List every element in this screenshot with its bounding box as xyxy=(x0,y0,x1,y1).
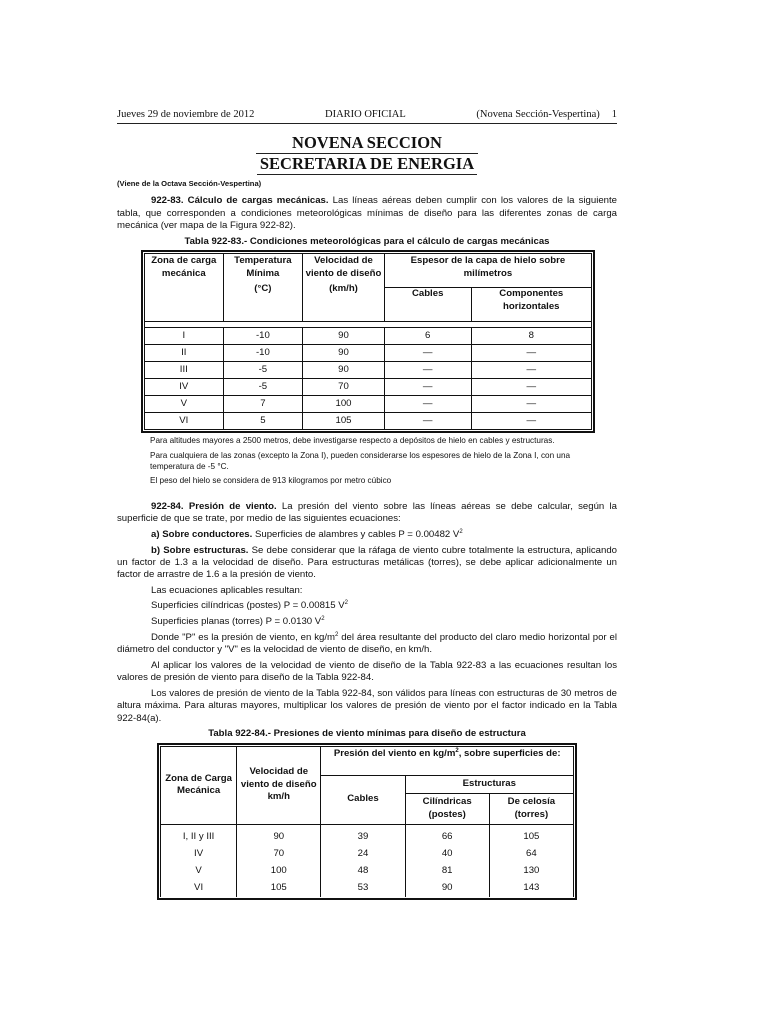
table-cell: 105 xyxy=(303,413,385,430)
col-header-temp: Temperatura Mínima (°C) xyxy=(223,254,303,322)
table-cell: — xyxy=(384,379,471,396)
table-cell: 39 xyxy=(321,824,405,846)
col-header-ice: Espesor de la capa de hielo sobre milímetros xyxy=(384,254,591,288)
exponent: 2 xyxy=(459,528,463,535)
table-cell: — xyxy=(384,345,471,362)
section-heading: Cálculo de cargas mecánicas. xyxy=(187,195,329,207)
section-text: La presión del viento sobre las líneas aéreas se debe calcular, según la superficie de que se trate, por medio de las siguientes ecuaciones: xyxy=(117,500,617,525)
equation-cylindrical: Superficies cilíndricas (postes) P = 0.00815 $V^2$ xyxy=(151,600,349,612)
table-row xyxy=(145,328,592,345)
col-header-structures: Estructuras xyxy=(405,775,573,793)
table-caption: Tabla 922-83.- Condiciones meteorológicas para el cálculo de cargas mecánicas xyxy=(184,235,550,247)
table-row xyxy=(161,824,574,846)
item-text: Superficies de alambres y cables P = 0.00482 V xyxy=(252,529,460,541)
table-row xyxy=(161,863,574,880)
table-cell: — xyxy=(471,413,591,430)
section-number: 922-84. xyxy=(151,500,184,512)
page-header xyxy=(117,108,617,124)
table-cell: -10 xyxy=(223,328,303,345)
col-header-speed: Velocidad de viento de diseño (km/h) xyxy=(303,254,385,322)
paragraph-structures xyxy=(117,545,617,582)
table-cell: — xyxy=(384,362,471,379)
table-row xyxy=(161,846,574,863)
table-cell: 70 xyxy=(237,846,321,863)
section-text: Las líneas aéreas deben cumplir con los valores de la siguiente tabla, que corresponden a condiciones meteorológicas mínimas de diseño para las diferentes zonas de carga mecánica (ver mapa de la Figura 922-82). xyxy=(117,195,618,232)
meteorological-table xyxy=(144,253,592,430)
table-cell: I xyxy=(145,328,224,345)
meteorological-table-body xyxy=(145,328,592,430)
table-cell: 90 xyxy=(303,362,385,379)
paragraph-922-84 xyxy=(117,501,617,526)
table-cell: IV xyxy=(161,846,237,863)
table-cell: 100 xyxy=(237,863,321,880)
table-cell: 66 xyxy=(405,824,489,846)
col-header-cables: Cables xyxy=(384,288,471,322)
table-cell: V xyxy=(161,863,237,880)
wind-pressure-table-frame xyxy=(157,743,577,900)
title-underline xyxy=(257,174,477,175)
continued-note: (Viene de la Octava Sección-Vespertina) xyxy=(117,178,262,188)
document-page xyxy=(117,108,617,900)
ministry-title: SECRETARIA DE ENERGIA xyxy=(256,153,478,174)
note-altitude: Para altitudes mayores a 2500 metros, debe investigarse respecto a depósitos de hielo en cables y estructuras. xyxy=(150,436,555,446)
table-cell: — xyxy=(471,362,591,379)
header-date: Jueves 29 de noviembre de 2012 xyxy=(117,109,255,120)
table-cell: — xyxy=(384,396,471,413)
table-cell: 105 xyxy=(237,880,321,897)
paragraph-apply: Al aplicar los valores de la velocidad de viento de diseño de la Tabla 922-83 a las ecuaciones resultan los valores de presión de viento para diseño de la Tabla 922-84. xyxy=(117,659,617,684)
section-number: 922-83. xyxy=(151,195,184,207)
section-titles xyxy=(117,134,617,175)
note-ice-weight: El peso del hielo se considera de 913 kilogramos por metro cúbico xyxy=(150,476,392,486)
table-cell: 48 xyxy=(321,863,405,880)
header-page-number: 1 xyxy=(611,109,617,120)
col-header-cables: Cables xyxy=(321,775,405,824)
header-section: (Novena Sección-Vespertina) xyxy=(476,109,600,120)
table-cell: 90 xyxy=(405,880,489,897)
table-cell: III xyxy=(145,362,224,379)
table-cell: 40 xyxy=(405,846,489,863)
item-label: a) Sobre conductores. xyxy=(151,529,253,541)
meteorological-table-frame xyxy=(141,250,595,433)
wind-pressure-table-body xyxy=(161,824,574,897)
col-header-pressure: Presión del viento en $kg/m^2$, sobre superficies de: xyxy=(321,746,574,775)
table-cell: 90 xyxy=(237,824,321,846)
table-cell: 53 xyxy=(321,880,405,897)
table-row xyxy=(145,362,592,379)
table-cell: 143 xyxy=(489,880,573,897)
col-header-zone: Zona de Carga Mecánica xyxy=(161,746,237,824)
table-cell: V xyxy=(145,396,224,413)
col-header-speed: Velocidad de viento de diseño km/h xyxy=(237,746,321,824)
table-cell: 100 xyxy=(303,396,385,413)
item-label: b) Sobre estructuras. xyxy=(151,544,249,556)
table-cell: II xyxy=(145,345,224,362)
section-heading: Presión de viento. xyxy=(188,500,277,512)
table-cell: IV xyxy=(145,379,224,396)
table-cell: — xyxy=(471,345,591,362)
table-cell: 24 xyxy=(321,846,405,863)
table-cell: 130 xyxy=(489,863,573,880)
paragraph-where: Donde "P" es la presión de viento, en $kg/m^2$ del área resultante del producto del claro medio horizontal por el diámetro del conductor y "V" es la velocidad de viento de diseño, en km/h. xyxy=(117,631,617,656)
paragraph-conductors xyxy=(117,529,617,542)
table-row xyxy=(145,345,592,362)
table-row xyxy=(161,880,574,897)
table-cell: VI xyxy=(145,413,224,430)
table-cell: 81 xyxy=(405,863,489,880)
table-cell: — xyxy=(471,379,591,396)
header-journal: DIARIO OFICIAL xyxy=(324,109,406,120)
table-cell: 70 xyxy=(303,379,385,396)
table-cell: 8 xyxy=(471,328,591,345)
table-cell: -5 xyxy=(223,379,303,396)
table-row xyxy=(145,413,592,430)
table-cell: -10 xyxy=(223,345,303,362)
table-cell: 6 xyxy=(384,328,471,345)
col-header-lattice: De celosía (torres) xyxy=(489,793,573,824)
table-caption: Tabla 922-84.- Presiones de viento mínimas para diseño de estructura xyxy=(208,728,526,740)
col-header-components: Componentes horizontales xyxy=(471,288,591,322)
table-cell: 105 xyxy=(489,824,573,846)
table-cell: VI xyxy=(161,880,237,897)
table-notes xyxy=(150,436,590,487)
paragraph-922-83 xyxy=(117,195,617,232)
table-cell: 90 xyxy=(303,345,385,362)
item-text: Se debe considerar que la ráfaga de viento cubre totalmente la estructura, aplicando un factor de 1.3 a la velocidad de diseño. Para estructuras metálicas (torres), se debe aplicar adicionalmente un factor de arrastre de 1.6 a la presión de viento. xyxy=(117,544,617,581)
wind-pressure-table xyxy=(160,746,574,897)
table-cell: I, II y III xyxy=(161,824,237,846)
table-cell: — xyxy=(471,396,591,413)
paragraph-valid: Los valores de presión de viento de la Tabla 922-84, son válidos para líneas con estructuras de 30 metros de altura máxima. Para alturas mayores, multiplicar los valores de presión de viento por el factor indicado en la Tabla 922-84(a). xyxy=(117,687,617,724)
table-cell: -5 xyxy=(223,362,303,379)
equation-flat: Superficies planas (torres) P = 0.0130 $V^2$ xyxy=(151,616,325,628)
equations-intro: Las ecuaciones aplicables resultan: xyxy=(151,584,303,596)
table-cell: 90 xyxy=(303,328,385,345)
table-cell: 5 xyxy=(223,413,303,430)
note-ice-zones: Para cualquiera de las zonas (excepto la Zona I), pueden considerarse los espesores de hielo de la Zona I, con una temperatura de -5 °C. xyxy=(150,450,571,471)
table-cell: 7 xyxy=(223,396,303,413)
col-header-cylindrical: Cilíndricas (postes) xyxy=(405,793,489,824)
table-row xyxy=(145,396,592,413)
col-header-zone: Zona de carga mecánica xyxy=(145,254,224,322)
table-cell: — xyxy=(384,413,471,430)
table-cell: 64 xyxy=(489,846,573,863)
section-title: NOVENA SECCION xyxy=(292,132,442,152)
table-row xyxy=(145,379,592,396)
